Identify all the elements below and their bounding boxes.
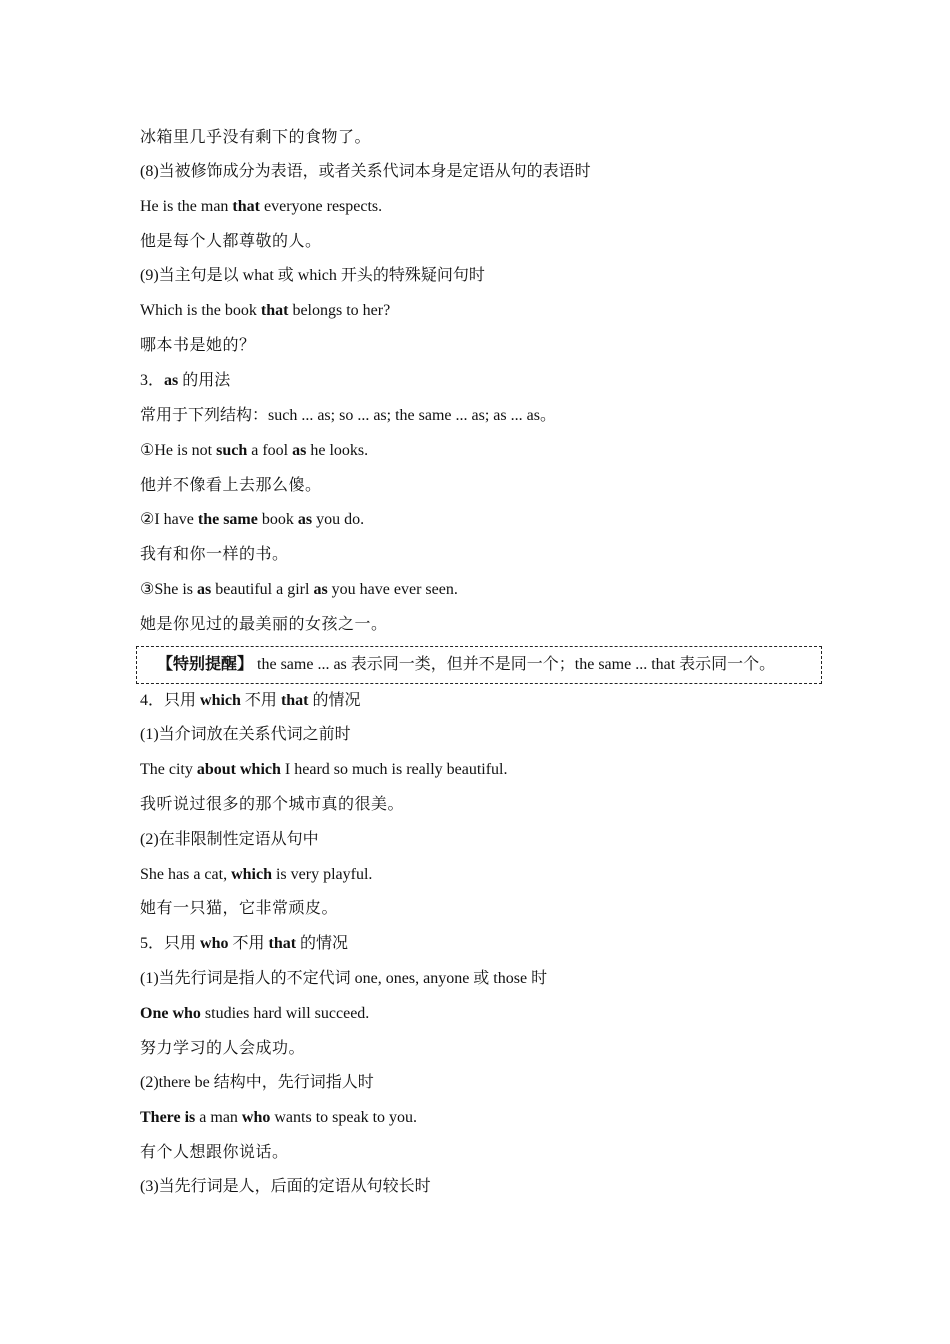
text-segment: (9)当主句是以 what 或 which 开头的特殊疑问句时 — [140, 267, 485, 284]
text-segment: 他并不像看上去那么傻。 — [140, 477, 322, 494]
text-line — [140, 127, 371, 149]
bold-segment: as — [297, 511, 313, 528]
text-segment: studies hard will succeed. — [200, 1005, 370, 1022]
text-segment: a man — [195, 1109, 242, 1126]
bold-segment: that — [280, 692, 309, 709]
text-segment: 不用 — [240, 692, 281, 709]
text-segment: he looks. — [306, 442, 369, 459]
text-segment: (1)当介词放在关系代词之前时 — [140, 726, 351, 743]
text-line — [140, 405, 556, 427]
text-line — [140, 898, 338, 920]
text-segment: is very playful. — [271, 866, 373, 883]
bold-segment: as — [197, 581, 212, 598]
text-segment: a fool — [247, 442, 293, 459]
bold-segment: There is — [140, 1109, 196, 1126]
text-segment: 的情况 — [308, 692, 361, 709]
bold-segment: which — [231, 866, 272, 883]
text-segment: 的情况 — [296, 935, 349, 952]
text-segment: 4．只用 — [140, 692, 201, 709]
bold-segment: the same — [197, 511, 258, 528]
text-segment: She has a cat, — [140, 866, 232, 883]
text-line — [140, 509, 364, 531]
bold-segment: as — [292, 442, 307, 459]
bold-segment: One who — [140, 1005, 201, 1022]
text-segment: 我听说过很多的那个城市真的很美。 — [140, 796, 405, 813]
bold-segment: as — [164, 372, 179, 389]
text-line — [140, 1038, 305, 1060]
text-line — [140, 968, 547, 990]
text-line — [140, 196, 382, 218]
text-segment: 的用法 — [178, 372, 231, 389]
text-segment: belongs to her? — [288, 302, 391, 319]
text-line — [140, 794, 404, 816]
text-segment: The city — [140, 761, 197, 778]
text-segment: book — [257, 511, 298, 528]
text-line — [140, 231, 322, 253]
section-heading — [140, 933, 348, 955]
text-segment: ③She is — [140, 581, 198, 598]
bold-segment: about which — [196, 761, 281, 778]
text-line — [140, 829, 319, 851]
text-line — [140, 1003, 369, 1025]
text-segment: 有个人想跟你说话。 — [140, 1144, 289, 1161]
text-segment: you have ever seen. — [327, 581, 458, 598]
text-line — [140, 864, 372, 886]
text-segment: 3． — [140, 372, 165, 389]
text-segment: 常用于下列结构：such ... as; so ... as; the same ... as; as ... as。 — [140, 407, 556, 424]
special-reminder-box — [136, 646, 822, 684]
text-segment: I heard so much is really beautiful. — [280, 761, 508, 778]
text-segment: 不用 — [228, 935, 269, 952]
special-reminder-label: 【特别提醒】 — [157, 656, 254, 673]
special-reminder-body: the same ... as 表示同一类，但并不是同一个；the same ... that 表示同一个。 — [253, 656, 776, 673]
text-segment: (2)there be 结构中，先行词指人时 — [140, 1074, 374, 1091]
text-line — [140, 759, 508, 781]
bold-segment: who — [241, 1109, 271, 1126]
text-segment: 5．只用 — [140, 935, 201, 952]
text-line — [140, 1142, 289, 1164]
text-line — [140, 161, 591, 183]
bold-segment: who — [200, 935, 229, 952]
bold-segment: that — [232, 198, 260, 215]
text-line — [140, 440, 368, 462]
section-heading — [140, 690, 361, 712]
text-segment: 哪本书是她的？ — [140, 337, 256, 354]
text-segment: (1)当先行词是指人的不定代词 one, ones, anyone 或 those 时 — [140, 970, 548, 987]
text-segment: ②I have — [140, 511, 198, 528]
text-line — [140, 614, 388, 636]
text-segment: everyone respects. — [259, 198, 383, 215]
text-line — [140, 1072, 374, 1094]
section-heading — [140, 370, 230, 392]
text-line — [140, 300, 390, 322]
text-segment: 努力学习的人会成功。 — [140, 1040, 306, 1057]
text-segment: 我有和你一样的书。 — [140, 546, 289, 563]
bold-segment: such — [216, 442, 248, 459]
text-line — [140, 475, 322, 497]
text-line — [140, 724, 351, 746]
text-segment: 她是你见过的最美丽的女孩之一。 — [140, 616, 388, 633]
text-line — [140, 1107, 417, 1129]
text-segment: 他是每个人都尊敬的人。 — [140, 233, 322, 250]
text-segment: 她有一只猫，它非常顽皮。 — [140, 900, 339, 917]
text-segment: 冰箱里几乎没有剩下的食物了。 — [140, 129, 372, 146]
text-segment: (2)在非限制性定语从句中 — [140, 831, 319, 848]
text-segment: (3)当先行词是人，后面的定语从句较长时 — [140, 1178, 431, 1195]
special-reminder-text — [157, 654, 775, 676]
text-segment: Which is the book — [140, 302, 261, 319]
bold-segment: which — [200, 692, 241, 709]
text-segment: (8)当被修饰成分为表语，或者关系代词本身是定语从句的表语时 — [140, 163, 591, 180]
text-segment: you do. — [312, 511, 365, 528]
text-segment: wants to speak to you. — [270, 1109, 418, 1126]
bold-segment: that — [260, 302, 289, 319]
text-line — [140, 544, 289, 566]
bold-segment: as — [313, 581, 328, 598]
text-segment: He is the man — [140, 198, 233, 215]
bold-segment: that — [268, 935, 297, 952]
text-line — [140, 579, 458, 601]
text-line — [140, 1176, 431, 1198]
text-line — [140, 335, 256, 357]
text-segment: ①He is not — [140, 442, 217, 459]
text-line — [140, 265, 485, 287]
text-segment: beautiful a girl — [211, 581, 314, 598]
